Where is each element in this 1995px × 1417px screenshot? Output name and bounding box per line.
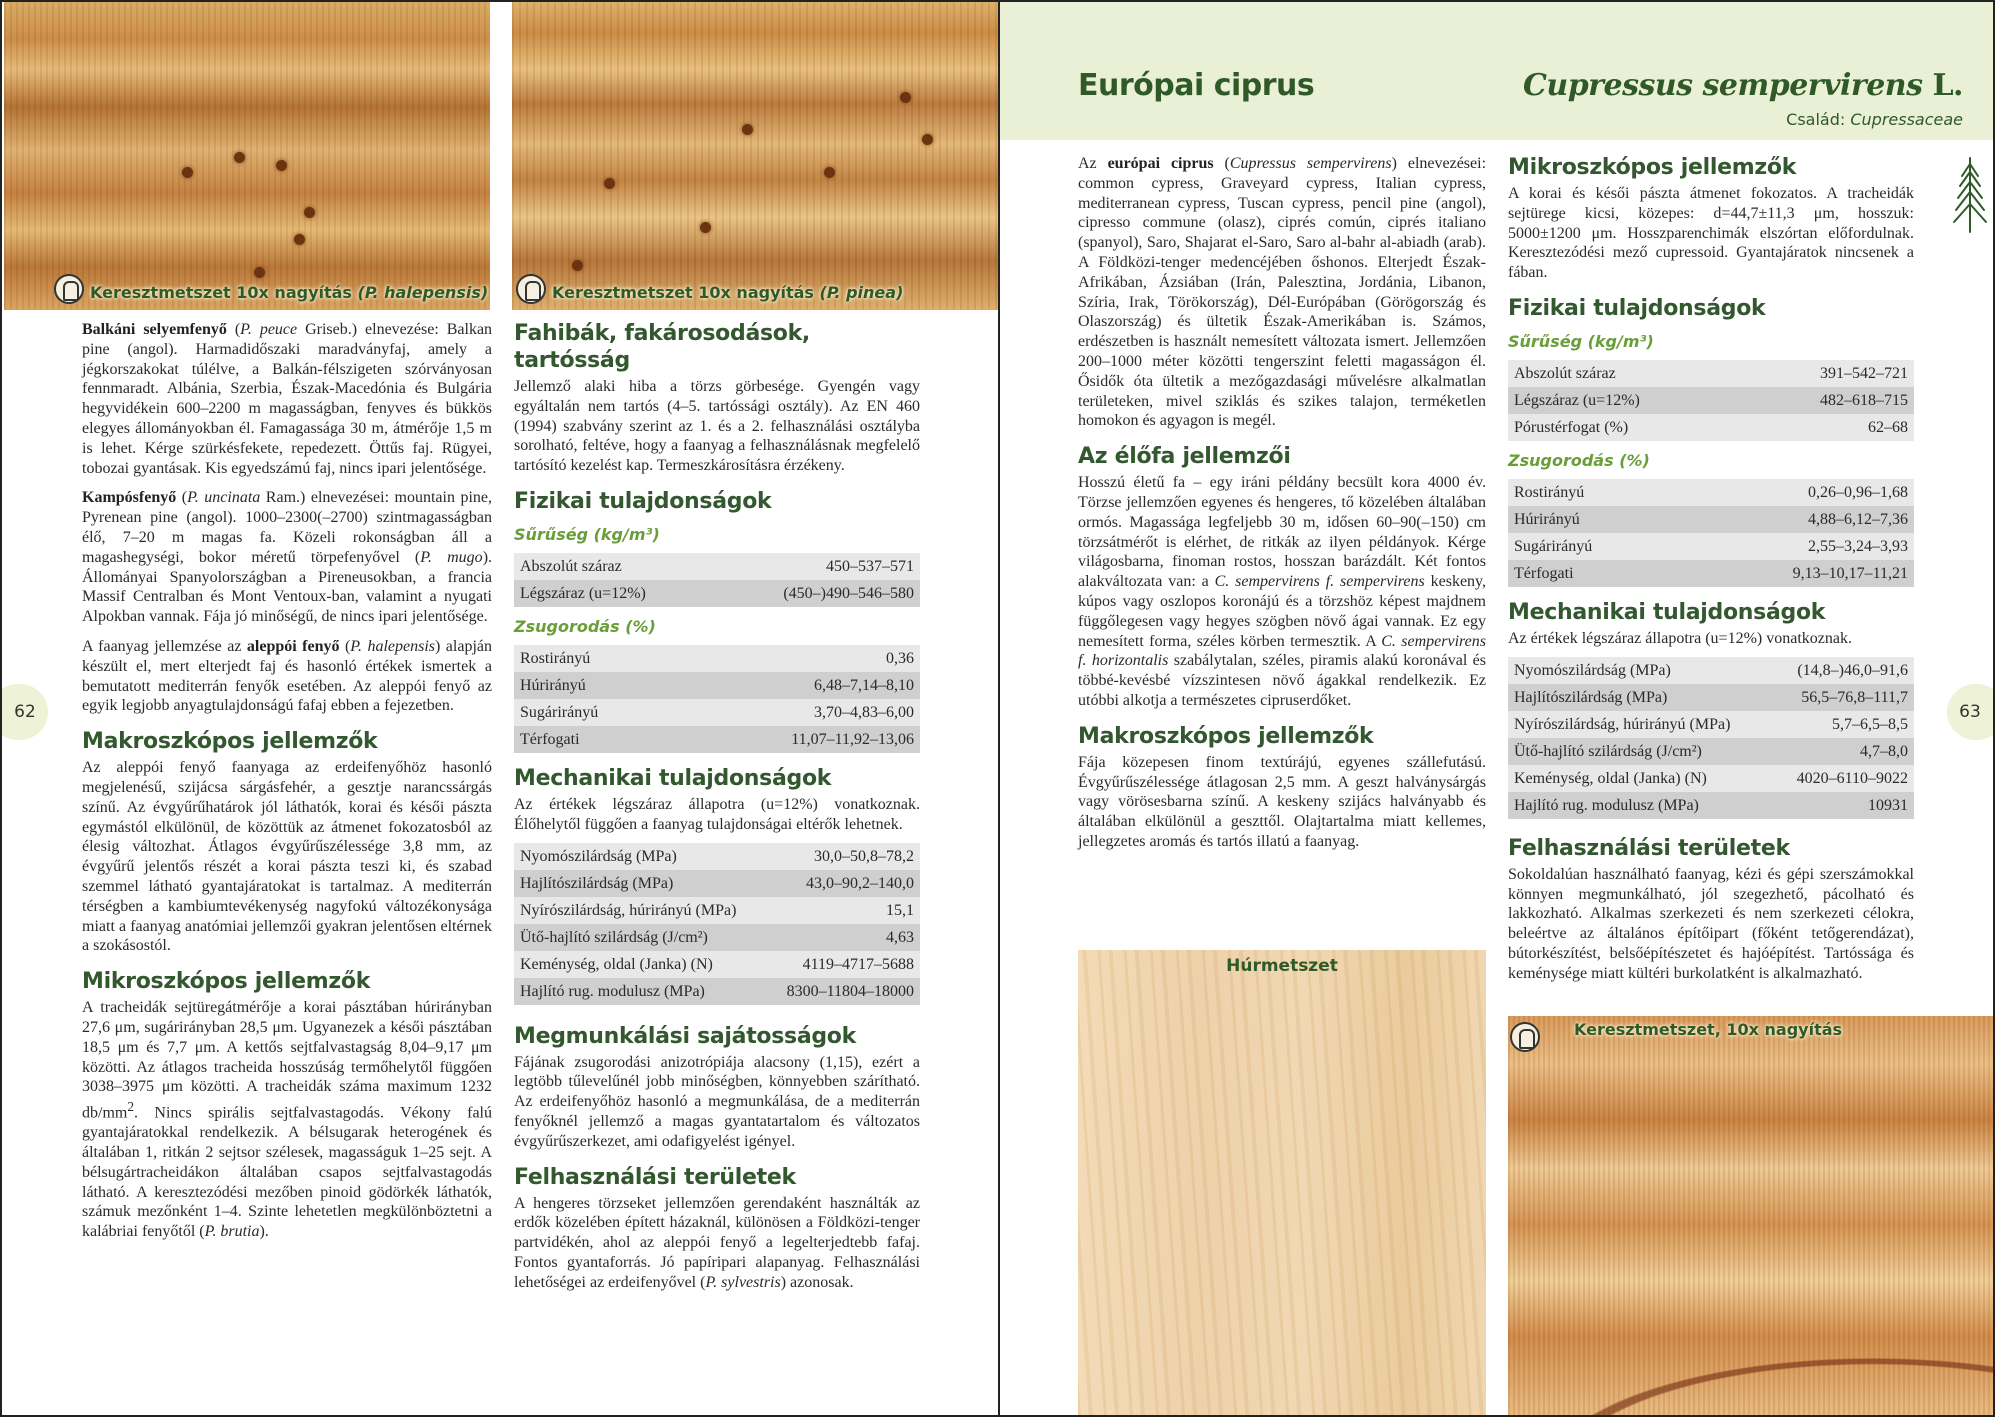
property-value: 482–618–715 bbox=[1743, 387, 1914, 414]
paragraph-mechanical: Az értékek légszáraz állapotra (u=12%) vonatkoznak. Élőhelytől függően a faanyag tulajdonságai eltérők lehetnek. bbox=[514, 795, 920, 833]
paragraph-living-tree: Hosszú életű fa – egy iráni példány becsült kora 4000 év. Törzse jellemzően egyenes és hengeres, tő közelében általában ormós. Magassága legfeljebb 30 m, idősen 60–90(–150) cm törzsátmérőt is elérhet, de ritkák az ilyen példányok. Kérge világosbarna, finoman rostos, hosszan barázdált. Két fontos alakváltozata van: a C. sempervirens f. sempervirens keskeny, kúpos vagy oszlopos koronájú és a törzshöz képest majdnem függőlegesen vagy hegyes szögben növő ágai vannak. Ez egy nemesített forma, széles körben termesztik. A C. sempervirens f. horizontalis szabálytalan, széles, piramis alakú koronával és többé-kevésbé vízszintesen növő ágakkal rendelkezik. Ez utóbbi alkotja a természetes cipruserdőket. bbox=[1078, 474, 1487, 709]
table-row bbox=[1508, 506, 1914, 533]
paragraph-workability: Fájának zsugorodási anizotrópiája alacsony (1,15), ezért a legtöbb tűlevelűnél jobb minőségben, könnyebben szárítható. Az erdeifenyőhöz hasonló a megmunkálása, de a mediterrán fenyőknél jellemző a magas gyantatartalom és változatos évgyűrűszerkezet, ami odafigyelést igényel. bbox=[514, 1053, 920, 1150]
property-label: Abszolút száraz bbox=[1508, 360, 1743, 387]
table-row bbox=[1508, 684, 1914, 711]
property-label: Térfogati bbox=[1508, 560, 1676, 587]
heading-workability: Megmunkálási sajátosságok bbox=[514, 1023, 856, 1049]
paragraph-microscopic: A tracheidák sejtüregátmérője a korai pásztában húrirányban 27,6 μm, sugárirányban 28,5 μm. Ugyanezek a késői pásztában 18,5 μm és 7,7 μm. A kettős sejtfalvastagság 8,04–9,17 μm közötti. Az átlagos tracheida hosszúság termőhelytől függően 3038–3975 μm közötti. A tracheidák száma maximum 1232 $db/mm^2$. Nincs spirális sejtfalvastagodás. Vékony falú gyantajáratokkal rendelkezik. A bélsugarak heterogének és általában 1, ritkán 2 sejtsor szélesek, magasságuk 1–25 sejt. A bélsugártracheidákon általában csapos sejtfalvastagodás látható. A keresztezódési mezőben pinoid gödörkék láthatók, számuk mezőnként 1–4. Szinte lehetetlen megkülönböztetni a kalábriai fenyőtől (P. brutia). bbox=[82, 999, 492, 1241]
density-table bbox=[514, 553, 920, 607]
property-label: Keménység, oldal (Janka) (N) bbox=[514, 951, 766, 978]
property-label: Rostirányú bbox=[1508, 479, 1676, 506]
table-row bbox=[514, 553, 920, 580]
photo-caption: Keresztmetszet, 10x nagyítás bbox=[1574, 1020, 1843, 1039]
property-label: Hajlítószilárdság (MPa) bbox=[1508, 684, 1772, 711]
property-value: 6,48–7,14–8,10 bbox=[677, 672, 920, 699]
property-value: 4119–4717–5688 bbox=[766, 951, 920, 978]
property-value: 8300–11804–18000 bbox=[766, 978, 920, 1005]
cross-section-photo-pinea bbox=[512, 2, 998, 310]
property-value: 10931 bbox=[1772, 792, 1914, 819]
property-value: 450–537–571 bbox=[714, 553, 920, 580]
table-row bbox=[514, 672, 920, 699]
table-row bbox=[1508, 711, 1914, 738]
shrinkage-table bbox=[514, 645, 920, 753]
table-row bbox=[514, 843, 920, 870]
subheading-shrinkage: Zsugorodás (%) bbox=[514, 616, 656, 636]
paragraph-uses: A hengeres törzseket jellemzően gerendaként használták az erdők közelében épített házaknál, különösen a Földközi-tenger partvidékén, ahol az aleppói fenyő a legelterjedtebb fafaj. Fontos gyantaforrás. Jó papíripari alapanyag. Felhasználási lehetőségei az erdeifenyővel (P. sylvestris) azonosak. bbox=[514, 1194, 920, 1291]
species-family: Család: Cupressaceae bbox=[1786, 110, 1963, 129]
table-row bbox=[514, 870, 920, 897]
property-value: 2,55–3,24–3,93 bbox=[1676, 533, 1914, 560]
photo-caption: Keresztmetszet 10x nagyítás (P. pinea) bbox=[552, 283, 904, 302]
paragraph-intro: Az európai ciprus (Cupressus sempervirens) elnevezései: common cypress, Graveyard cypress, Italian cypress, mediterranean cypress, Tuscan cypress, pencil pine (angol), cipresso commune (olasz), ciprés común, ciprés italiano (spanyol), Saro, Shajarat el-Saro, Saro al-bahr al-abiadh (arab). A Földközi-tenger medencéjében őshonos. Elterjedt Észak-Afrikában, Ázsiában (Irán, Palesztina, Jordánia, Libanon, Szíria, Irak, Törökország), Dél-Európában (Görögország és Olaszország) és ültetik Észak-Amerikában is. Számos, erdészetben is használt nemesített változata ismert. Jellemzően 200–1000 méter közötti tengerszint feletti magasságon él. Ősidők óta ültetik a mezőgazdasági művelésre alkalmatlan területeken, mivel sziklás és szikes talajon, terméketlen homokon és agyagon is megél. bbox=[1078, 155, 1487, 430]
property-label: Pórustérfogat (%) bbox=[1508, 414, 1743, 441]
shrinkage-table bbox=[1508, 479, 1914, 587]
property-label: Rostirányú bbox=[514, 645, 677, 672]
subheading-shrinkage: Zsugorodás (%) bbox=[1508, 450, 1650, 470]
property-value: 4020–6110–9022 bbox=[1772, 765, 1914, 792]
cross-section-photo-halepensis bbox=[4, 2, 490, 310]
property-label: Nyírószilárdság, húrirányú (MPa) bbox=[1508, 711, 1772, 738]
table-row bbox=[1508, 414, 1914, 441]
property-label: Légszáraz (u=12%) bbox=[514, 580, 714, 607]
table-row bbox=[1508, 533, 1914, 560]
heading-mechanical: Mechanikai tulajdonságok bbox=[514, 765, 832, 791]
paragraph-macroscopic: Fája közepesen finom textúrájú, egyenes szállefutású. Évgyűrűszélessége átlagosan 2,5 mm. A geszt halványsárgás vagy vörösesbarna színű. A keskeny szijács halványabb és általában elkülönül a geszttől. Olajtartalma miatt kellemes, jellegzetes aromás és tartós illatú a faanyag. bbox=[1078, 753, 1486, 850]
table-row bbox=[1508, 765, 1914, 792]
table-row bbox=[1508, 560, 1914, 587]
property-value: 0,36 bbox=[677, 645, 920, 672]
photo-caption: Húrmetszet bbox=[1226, 956, 1338, 976]
property-label: Légszáraz (u=12%) bbox=[1508, 387, 1743, 414]
property-value: 391–542–721 bbox=[1743, 360, 1914, 387]
publisher-logo-icon bbox=[54, 274, 84, 304]
paragraph-defects: Jellemző alaki hiba a törzs görbesége. Gyengén vagy egyáltalán nem tartós (4–5. tartóssági osztály). Az EN 460 (1994) szabvány szerint az 1. és a 2. felhasználási osztályba sorolható, feltéve, hogy a faanyag a felhasználásnak megfelelő tartósító kezelést kap. Termeszkárosításra érzékeny. bbox=[514, 378, 920, 475]
right-column-2 bbox=[1508, 142, 1914, 984]
table-row bbox=[1508, 792, 1914, 819]
property-value: 30,0–50,8–78,2 bbox=[766, 843, 920, 870]
heading-microscopic: Mikroszkópos jellemzők bbox=[1508, 155, 1797, 180]
property-value: 43,0–90,2–140,0 bbox=[766, 870, 920, 897]
paragraph-uses: Sokoldalúan használható faanyag, kézi és gépi szerszámokkal könnyen megmunkálható, jól szegezhető, pácolható és lakkozható. Alkalmas szerkezeti és nem szerkezeti célokra, beleértve az általános építőipart (főként tetőgerendázat), bútorkészítést, belsőépítészetet és hajóépítést. Tartóssága és keménysége miatt kültéri burkolatként is alkalmazható. bbox=[1508, 865, 1914, 982]
page-number: 62 bbox=[0, 684, 48, 740]
property-label: Térfogati bbox=[514, 726, 677, 753]
property-value: 4,88–6,12–7,36 bbox=[1676, 506, 1914, 533]
property-label: Nyomószilárdság (MPa) bbox=[514, 843, 766, 870]
table-row bbox=[514, 726, 920, 753]
table-row bbox=[1508, 738, 1914, 765]
tangential-section-photo bbox=[1078, 950, 1486, 1417]
mechanical-table bbox=[514, 843, 920, 1005]
table-row bbox=[514, 699, 920, 726]
page-number: 63 bbox=[1947, 684, 1995, 740]
right-column-1 bbox=[1078, 154, 1486, 852]
property-label: Keménység, oldal (Janka) (N) bbox=[1508, 765, 1772, 792]
mechanical-table bbox=[1508, 657, 1914, 819]
property-label: Sugárirányú bbox=[1508, 533, 1676, 560]
heading-microscopic: Mikroszkópos jellemzők bbox=[82, 969, 371, 995]
heading-physical: Fizikai tulajdonságok bbox=[1508, 295, 1766, 321]
table-row bbox=[514, 580, 920, 607]
property-label: Nyomószilárdság (MPa) bbox=[1508, 657, 1772, 684]
paragraph-mechanical: Az értékek légszáraz állapotra (u=12%) vonatkoznak. bbox=[1508, 629, 1852, 647]
species-header bbox=[1000, 2, 1993, 140]
property-value: 9,13–10,17–11,21 bbox=[1676, 560, 1914, 587]
property-label: Húrirányú bbox=[1508, 506, 1676, 533]
heading-macroscopic: Makroszkópos jellemzők bbox=[82, 729, 378, 755]
heading-uses: Felhasználási területek bbox=[514, 1164, 796, 1190]
property-label: Hajlító rug. modulusz (MPa) bbox=[1508, 792, 1772, 819]
heading-uses: Felhasználási területek bbox=[1508, 835, 1790, 861]
conifer-tree-icon bbox=[1950, 156, 1990, 234]
subheading-density: Sűrűség (kg/m³) bbox=[514, 524, 660, 544]
table-row bbox=[514, 897, 920, 924]
subheading-density: Sűrűség (kg/m³) bbox=[1508, 331, 1654, 351]
species-latin-name: Cupressus sempervirens L. bbox=[1523, 68, 1963, 103]
density-table bbox=[1508, 360, 1914, 441]
property-value: 62–68 bbox=[1743, 414, 1914, 441]
property-value: (450–)490–546–580 bbox=[714, 580, 920, 607]
property-value: 15,1 bbox=[766, 897, 920, 924]
species-common-name: Európai ciprus bbox=[1078, 68, 1315, 103]
heading-physical: Fizikai tulajdonságok bbox=[514, 488, 772, 514]
property-value: 11,07–11,92–13,06 bbox=[677, 726, 920, 753]
right-page bbox=[998, 0, 1995, 1417]
property-label: Sugárirányú bbox=[514, 699, 677, 726]
paragraph-microscopic: A korai és késői pászta átmenet fokozatos. A tracheidák sejtürege kicsi, közepes: d=44,7±11,3 μm, hosszuk: 5000±1200 μm. Hosszparenchimák elszórtan előfordulnak. Keresztezódési mező cupressoid. Gyantajáratok nincsenek a fában. bbox=[1508, 185, 1914, 282]
property-label: Hajlítószilárdság (MPa) bbox=[514, 870, 766, 897]
photo-caption: Keresztmetszet 10x nagyítás (P. halepensis) bbox=[90, 283, 489, 302]
paragraph-halepensis: A faanyag jellemzése az aleppói fenyő (P. halepensis) alapján készült el, mert elterjedt faj és hasonló értékek ismertek a bemutatott mediterrán fenyők esetében. Az aleppói fenyő az egyik legjobb anyagtulajdonságú fafaj ebben a fejezetben. bbox=[82, 637, 493, 715]
publisher-logo-icon bbox=[516, 274, 546, 304]
table-row bbox=[1508, 360, 1914, 387]
heading-living-tree: Az élőfa jellemzői bbox=[1078, 444, 1291, 470]
property-value: 56,5–76,8–111,7 bbox=[1772, 684, 1914, 711]
property-label: Nyírószilárdság, húrirányú (MPa) bbox=[514, 897, 766, 924]
cross-section-photo-cupressus bbox=[1508, 1016, 1995, 1417]
property-value: 4,7–8,0 bbox=[1772, 738, 1914, 765]
table-row bbox=[1508, 479, 1914, 506]
property-label: Ütő-hajlító szilárdság (J/cm²) bbox=[1508, 738, 1772, 765]
property-label: Ütő-hajlító szilárdság (J/cm²) bbox=[514, 924, 766, 951]
publisher-logo-icon bbox=[1510, 1022, 1540, 1052]
property-value: 5,7–6,5–8,5 bbox=[1772, 711, 1914, 738]
property-label: Abszolút száraz bbox=[514, 553, 714, 580]
table-row bbox=[1508, 657, 1914, 684]
left-column-2 bbox=[514, 308, 920, 1293]
property-value: 0,26–0,96–1,68 bbox=[1676, 479, 1914, 506]
paragraph-macroscopic: Az aleppói fenyő faanyaga az erdeifenyőhöz hasonló megjelenésű, szijácsa sárgásfehér, a gesztje narancssárgás színű. Az évgyűrűhatárok jól láthatók, korai és késői pászta egymástól elkülönül, de közöttük az átmenet fokozatosból az élesig változhat. Átlagos évgyűrűszélessége 3,8 mm, az évgyűrű jelentős részét a korai pászta teszi ki, és szabad szemmel látható gyantajáratokat is tartalmaz. A mediterrán térségben a kambiumtevékenység nagyfokú változékonysága miatt a faanyag anatómiai jellemzői gyakran jelentősen eltérnek a szokásostól. bbox=[82, 759, 492, 955]
heading-defects: Fahibák, fakárosodások, tartósság bbox=[514, 321, 810, 373]
property-value: 4,63 bbox=[766, 924, 920, 951]
heading-mechanical: Mechanikai tulajdonságok bbox=[1508, 599, 1826, 625]
paragraph-uncinata: Kampósfenyő (P. uncinata Ram.) elnevezései: mountain pine, Pyrenean pine (angol). 1000–2300(–2700) szintmagasságban élő, 7–20 m magas fa. Közeli rokonságban áll a magashegységi, bokor méretű törpefenyővel (P. mugo). Állományai Spanyolországban a Pireneusokban, a francia Massif Centralban és Mont Ventoux-ban, valamint a nyugati Alpokban vannak. Fája jó minőségű, de nincs ipari jelentősége. bbox=[82, 489, 493, 626]
paragraph-peuce: Balkáni selyemfenyő (P. peuce Griseb.) elnevezése: Balkan pine (angol). Harmadidőszaki maradványfaj, amely a jégkorszakokat túlélve, a Balkán-félszigeten szórványosan fennmaradt. Albánia, Szerbia, Észak-Macedónia és Bulgária hegyvidékein 600–2200 m magasságban, fenyves és bükkös elegyes állományokban él. Famagassága 30 m, átmérője 1,5 m is lehet. Kérge szürkésfekete, repedezett. Öttűs faj. Rügyei, tobozai gyantásak. Kis egyedszámú faj, nincs ipari jelentősége. bbox=[82, 321, 493, 477]
left-column-1 bbox=[82, 320, 492, 1242]
table-row bbox=[514, 924, 920, 951]
property-label: Húrirányú bbox=[514, 672, 677, 699]
table-row bbox=[514, 978, 920, 1005]
property-label: Hajlító rug. modulusz (MPa) bbox=[514, 978, 766, 1005]
heading-macroscopic: Makroszkópos jellemzők bbox=[1078, 723, 1374, 749]
table-row bbox=[1508, 387, 1914, 414]
table-row bbox=[514, 645, 920, 672]
property-value: (14,8–)46,0–91,6 bbox=[1772, 657, 1914, 684]
property-value: 3,70–4,83–6,00 bbox=[677, 699, 920, 726]
table-row bbox=[514, 951, 920, 978]
